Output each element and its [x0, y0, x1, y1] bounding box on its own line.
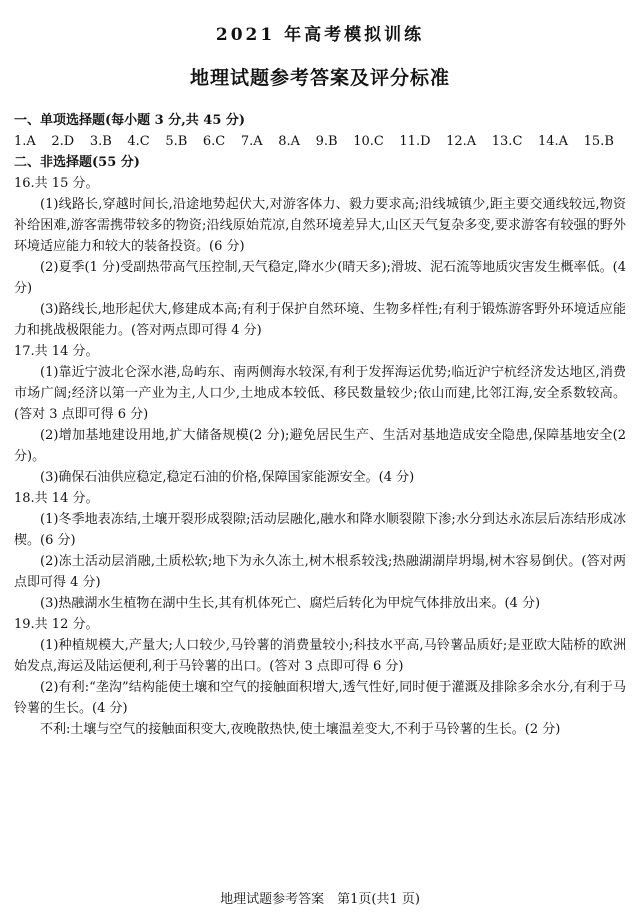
question-17-answer-3: (3)确保石油供应稳定,稳定石油的价格,保障国家能源安全。(4 分): [40, 470, 415, 485]
answer-item: 3.B: [89, 134, 112, 149]
answer-item: 2.D: [51, 134, 75, 149]
question-17-answer-2: (2)增加基地建设用地,扩大储备规模(2 分);避免居民生产、生活对基地造成安全隐患,保障基地安全(2 分)。: [14, 428, 626, 464]
page-footer: 地理试题参考答案 第1页(共1 页): [220, 892, 420, 907]
question-16-answer-1: (1)线路长,穿越时间长,沿途地势起伏大,对游客体力、毅力要求高;沿线城镇少,距主要交通线较远,物资补给困难,游客需携带较多的物资;沿线原始荒凉,自然环境差异大,山区天气复杂多变,要求游客有较强的野外环境适应能力和较大的装备投资。(6 分): [14, 197, 626, 254]
answer-item: 1.A: [14, 134, 36, 149]
answer-item: 7.A: [240, 134, 263, 149]
section2-heading: 二、非选择题(55 分): [14, 155, 140, 170]
question-16-heading: 16.共 15 分。: [14, 176, 99, 191]
answer-item: 5.B: [165, 134, 188, 149]
page-subtitle: 地理试题参考答案及评分标准: [189, 67, 450, 89]
answer-item: 15.B: [583, 134, 614, 149]
section1-heading: 一、单项选择题(每小题 3 分,共 45 分): [14, 113, 246, 128]
question-17-heading: 17.共 14 分。: [14, 344, 99, 359]
answer-item: 6.C: [202, 134, 226, 149]
question-19-heading: 19.共 12 分。: [14, 617, 99, 632]
question-16-answer-2: (2)夏季(1 分)受副热带高气压控制,天气稳定,降水少(晴天多);滑坡、泥石流等地质灾害发生概率低。(4 分): [14, 260, 626, 296]
question-19-answer-3: 不利:土壤与空气的接触面积变大,夜晚散热快,使土壤温差变大,不利于马铃薯的生长。(2 分): [40, 722, 561, 737]
question-18-heading: 18.共 14 分。: [14, 491, 99, 506]
answer-item: 4.C: [127, 134, 150, 149]
answer-item: 10.C: [353, 134, 384, 149]
page-title: 2021 年高考模拟训练: [215, 25, 425, 45]
choice-answers-row: [14, 131, 614, 152]
question-18-answer-2: (2)冻土活动层消融,土质松软;地下为永久冻土,树木根系较浅;热融湖湖岸坍塌,树木容易倒伏。(答对两点即可得 4 分): [14, 554, 626, 590]
answer-item: 14.A: [537, 134, 569, 149]
answer-content: [14, 110, 626, 740]
answer-item: 11.D: [399, 134, 431, 149]
question-18-answer-1: (1)冬季地表冻结,土壤开裂形成裂隙;活动层融化,融水和降水顺裂隙下渗;水分到达永冻层后冻结形成冰楔。(6 分): [14, 512, 626, 548]
question-18-answer-3: (3)热融湖水生植物在湖中生长,其有机体死亡、腐烂后转化为甲烷气体排放出来。(4 分): [40, 596, 541, 611]
answer-item: 9.B: [315, 134, 338, 149]
answer-item: 8.A: [278, 134, 301, 149]
question-17-answer-1: (1)靠近宁波北仑深水港,岛屿东、南两侧海水较深,有利于发挥海运优势;临近沪宁杭经济发达地区,消费市场广阔;经济以第一产业为主,人口少,土地成本较低、移民数量较少;依山而建,比邻江海,安全系数较高。(答对 3 点即可得 6 分): [14, 365, 626, 422]
question-19-answer-1: (1)种植规模大,产量大;人口较少,马铃薯的消费量较小;科技水平高,马铃薯品质好;是亚欧大陆桥的欧洲始发点,海运及陆运便利,利于马铃薯的出口。(答对 3 点即可得 6 分): [14, 638, 626, 674]
answer-item: 13.C: [491, 134, 523, 149]
question-19-answer-2: (2)有利:“垄沟”结构能使土壤和空气的接触面积增大,透气性好,同时便于灌溉及排除多余水分,有利于马铃薯的生长。(4 分): [14, 680, 626, 716]
question-16-answer-3: (3)路线长,地形起伏大,修建成本高;有利于保护自然环境、生物多样性;有利于锻炼游客野外环境适应能力和挑战极限能力。(答对两点即可得 4 分): [14, 302, 626, 338]
answer-item: 12.A: [446, 134, 477, 149]
